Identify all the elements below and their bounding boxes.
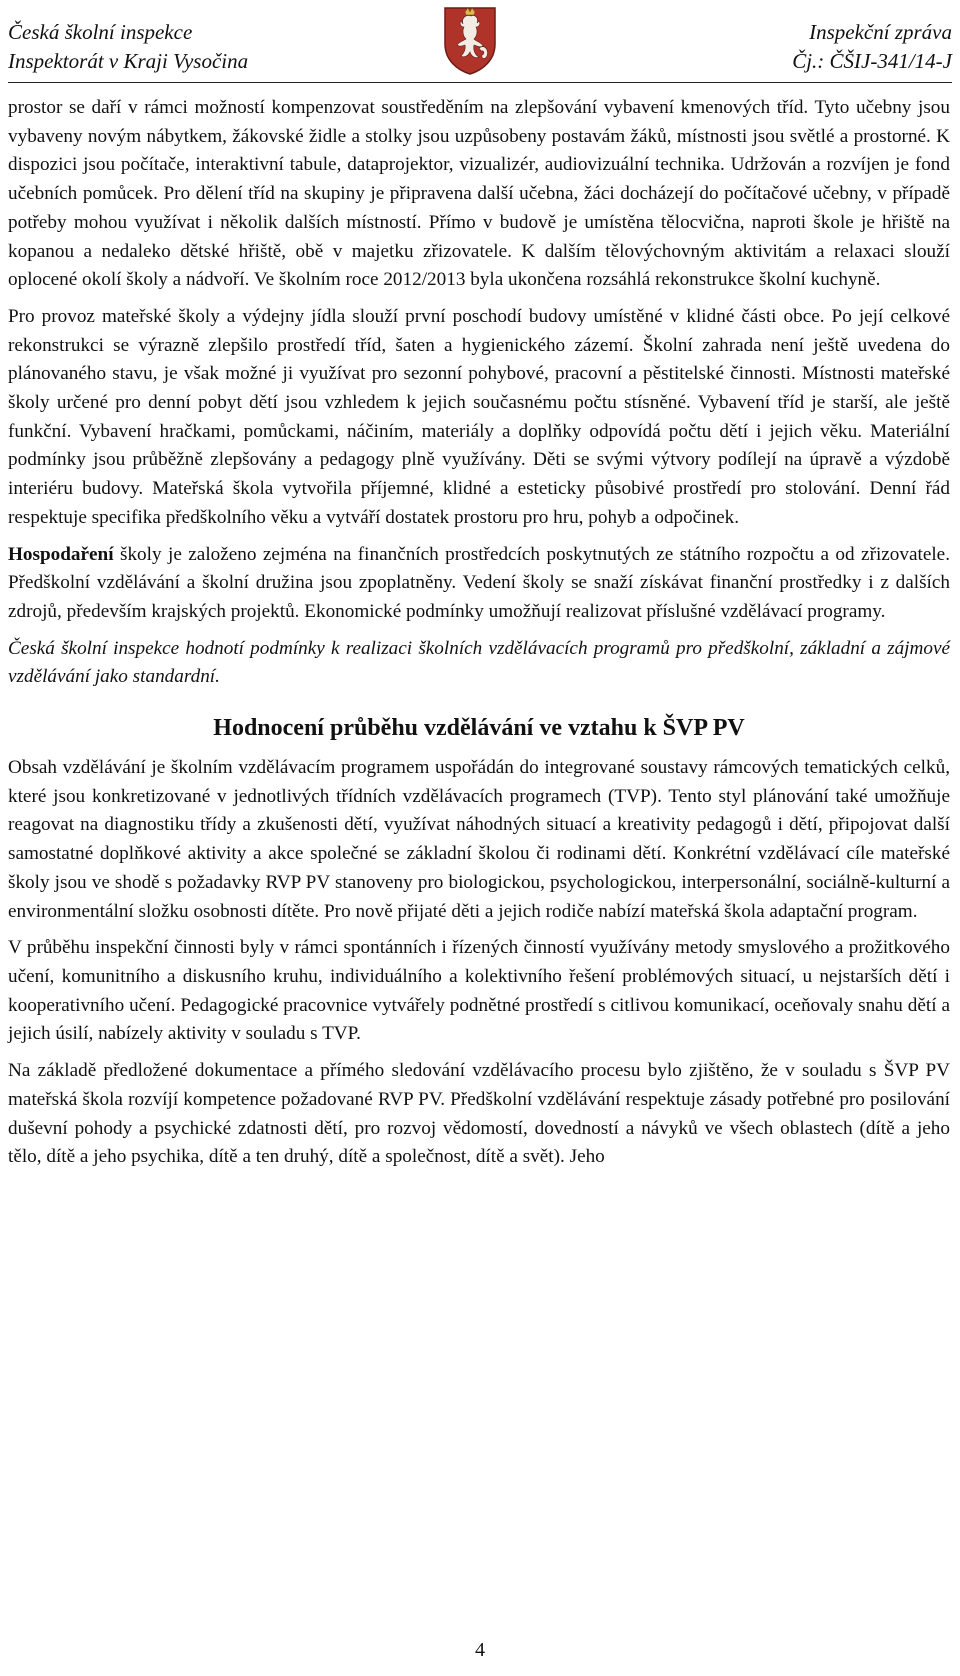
section-heading: Hodnocení průběhu vzdělávání ve vztahu k ŠVP PV: [213, 715, 745, 742]
financing-text: školy je založeno zejména na finančních prostředcích poskytnutých ze státního rozpočtu a od zřizovatele. Předškolní vzdělávání a školní družina jsou zpoplatněny. Vedení školy se snaží získávat finanční prostředky i z dalších zdrojů, především krajských projektů. Ekonomické podmínky umožňují realizovat příslušné vzdělávací programy.: [8, 543, 950, 622]
paragraph-methods: V průběhu inspekční činnosti byly v rámci spontánních i řízených činností využívány metody smyslového a prožitkového učení, komunitního a diskusního kruhu, individuálního a kolektivního řešení problémových situací, u nejstarších dětí i kooperativního učení. Pedagogické pracovnice vytvářely podnětné prostředí s citlivou komunikací, oceňovaly snahu dětí a jejich úsilí, nabízely aktivity v souladu s TVP.: [8, 937, 950, 1045]
header-divider: [8, 82, 952, 83]
paragraph-kindergarten-conditions: Pro provoz mateřské školy a výdejny jídla slouží první poschodí budovy umístěné v klidné části obce. Po její celkové rekonstrukci se výrazně zlepšilo prostředí tříd, šaten a hygienického zázemí. Školní zahrada není ještě uvedena do plánovaného stavu, je však možné ji využívat pro sezonní pohybové, pracovní a pěstitelské činnosti. Místnosti mateřské školy určené pro denní pobyt dětí jsou vzhledem k jejich současnému počtu stísněné. Vybavení tříd je starší, ale ještě funkční. Vybavení hračkami, pomůckami, náčiním, materiály a doplňky odpovídá počtu dětí i jejich věku. Materiální podmínky jsou průběžně zlepšovány a pedagogy plně využívány. Děti se svými výtvory podílejí na úpravě a výzdobě interiéru budovy. Mateřská škola vytvořila příjemné, klidné a esteticky působivé prostředí pro stolování. Denní řád respektuje specifika předškolního věku a vytváří dostatek prostoru pro hru, pohyb a odpočinek.: [8, 305, 950, 528]
page-number: 4: [475, 1639, 485, 1661]
page-header: [8, 18, 952, 80]
paragraph-evaluation-summary: Česká školní inspekce hodnotí podmínky k realizaci školních vzdělávacích programů pro předškolní, základní a zájmové vzdělávání jako standardní.: [8, 637, 950, 688]
paragraph-curriculum: Obsah vzdělávání je školním vzdělávacím programem uspořádán do integrované soustavy rámcových tematických celků, které jsou konkretizované v jednotlivých třídních vzdělávacích programech (TVP). Tento styl plánování také umožňuje reagovat na diagnostiku třídy a zkušenosti dětí, využívat náhodných situací a kreativity pedagogů i dětí, připojovat další samostatné doplňkové aktivity a akce společné se základní školou či rodinami dětí. Konkrétní vzdělávací cíle mateřské školy jsou ve shodě s požadavky RVP PV stanoveny pro biologickou, psychologickou, interpersonální, sociálně-kulturní a environmentální složku osobnosti dítěte. Pro nově přijaté děti a jejich rodiče nabízí mateřská škola adaptační program.: [8, 757, 950, 922]
header-report-type: Inspekční zpráva: [809, 20, 952, 44]
paragraph-financing: [8, 541, 950, 627]
paragraph-competences: Na základě předložené dokumentace a přímého sledování vzdělávacího procesu bylo zjištěno, že v souladu s ŠVP PV mateřská škola rozvíjí kompetence požadované RVP PV. Předškolní vzdělávání respektuje zásady potřebné pro posilování duševní pohody a psychické zdatnosti dětí, pro rozvoj vědomostí, dovedností a návyků ve všech oblastech (dítě a jeho tělo, dítě a jeho psychika, dítě a ten druhý, dítě a společnost, dítě a svět). Jeho: [8, 1060, 950, 1168]
header-inspectorate: Inspektorát v Kraji Vysočina: [8, 49, 249, 73]
header-right: [792, 18, 952, 76]
document-body: [8, 94, 950, 1180]
czech-lion-coat-of-arms-icon: [441, 4, 499, 76]
header-institution: Česká školní inspekce: [8, 20, 193, 44]
header-reference-number: Čj.: ČŠIJ-341/14-J: [792, 49, 952, 73]
financing-term: Hospodaření: [8, 543, 114, 565]
paragraph-facilities: prostor se daří v rámci možností kompenzovat soustředěním na zlepšování vybavení kmenových tříd. Tyto učebny jsou vybaveny novým nábytkem, žákovské židle a stolky jsou uzpůsobeny postavám žáků, místnosti jsou světlé a prostorné. K dispozici jsou počítače, interaktivní tabule, dataprojektor, vizualizér, audiovizuální technika. Udržován a rozvíjen je fond učebních pomůcek. Pro dělení tříd na skupiny je připravena další učebna, žáci docházejí do počítačové učebny, v případě potřeby mohou využívat i několik dalších místností. Přímo v budově je umístěna tělocvična, naproti škole je hřiště na kopanou a nedaleko dětské hřiště, obě v majetku zřizovatele. K dalším tělovýchovným aktivitám a relaxaci slouží oplocené okolí školy a nádvoří. Ve školním roce 2012/2013 byla ukončena rozsáhlá rekonstrukce školní kuchyně.: [8, 97, 950, 291]
header-left: [8, 18, 248, 76]
